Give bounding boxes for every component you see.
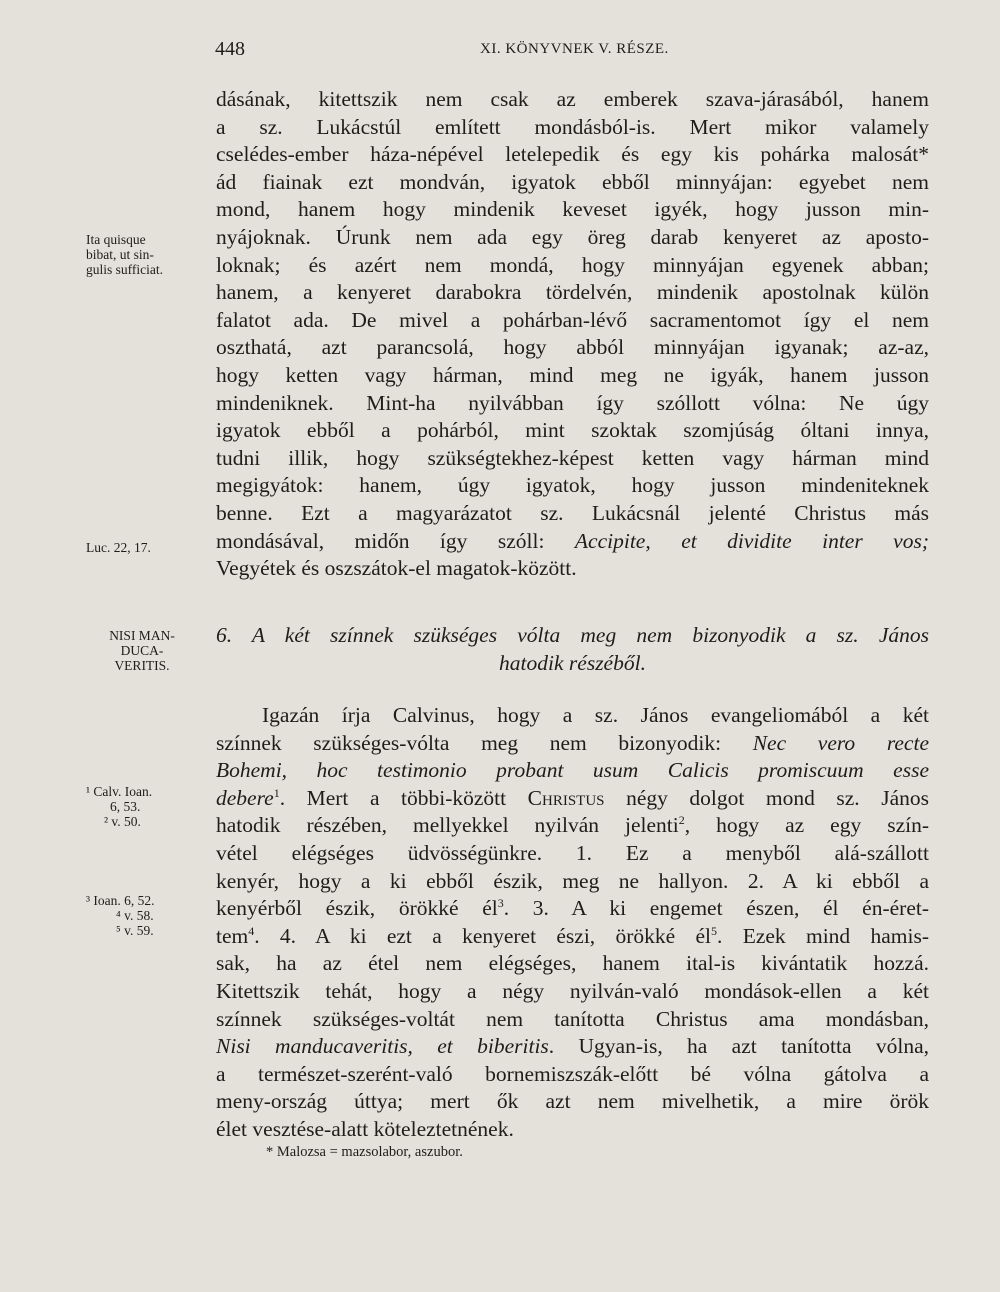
margin-line: DUCA- bbox=[120, 643, 164, 658]
margin-line: VERITIS. bbox=[114, 658, 170, 673]
text-line: megigyátok: hanem, úgy igyatok, hogy jusson mindeniteknek bbox=[216, 473, 929, 498]
text-line: hogy ketten vagy hárman, mind meg ne igyák, hanem jusson bbox=[216, 362, 929, 387]
latin-quote: debere bbox=[216, 785, 274, 810]
footnote-ref: 4 bbox=[248, 923, 255, 938]
text-line bbox=[216, 785, 929, 813]
text-line: loknak; és azért nem mondá, hogy minnyájan egyenek abban; bbox=[216, 252, 929, 277]
text-span: . 4. A ki ezt a kenyeret észi, örökké él bbox=[254, 923, 712, 948]
text-line: igyatok ebből a pohárból, mint szoktak szomjúság óltani innya, bbox=[216, 418, 929, 443]
text-line: dásának, kitettszik nem csak az emberek szava-járasából, hanem bbox=[216, 87, 929, 111]
margin-line: bibat, ut sin- bbox=[86, 247, 154, 262]
margin-note-calv bbox=[86, 784, 210, 829]
margin-line: ³ Ioan. 6, 52. bbox=[86, 893, 155, 908]
margin-line: ⁴ v. 58. bbox=[116, 908, 154, 923]
text-span: tem bbox=[216, 923, 249, 948]
text-line: oszthatá, azt parancsolá, hogy abból minnyájan igyanak; az-az, bbox=[216, 335, 929, 360]
margin-line: Ita quisque bbox=[86, 232, 146, 247]
text-span: mondásával, midőn így szóll: bbox=[216, 528, 575, 553]
smallcaps-name: Christus bbox=[527, 785, 605, 810]
text-line: tudni illik, hogy szükségtekhez-képest ketten vagy hárman mind bbox=[216, 445, 929, 470]
text-line bbox=[216, 730, 929, 758]
text-line: kenyér, hogy a ki ebből észik, meg ne hallyon. 2. A ki ebből a bbox=[216, 868, 929, 893]
margin-line: ¹ Calv. Ioan. bbox=[86, 784, 153, 799]
footnote-ref: 1 bbox=[273, 785, 280, 800]
text-span: . Ezek mind hamis- bbox=[717, 923, 929, 948]
text-line: benne. Ezt a magyarázatot sz. Lukácsnál jelenté Christus más bbox=[216, 500, 929, 525]
text-line bbox=[216, 1033, 929, 1061]
margin-line: gulis sufficiat. bbox=[86, 262, 163, 277]
text-span: . 3. A ki engemet észen, él én-éret- bbox=[503, 896, 929, 921]
text-line: színnek szükséges-voltát nem tanította Christus ama mondásban, bbox=[216, 1006, 929, 1031]
text-line: Bohemi, hoc testimonio probant usum Calicis promiscuum esse bbox=[216, 758, 929, 783]
text-line: mond, hanem hogy mindenik keveset igyék, hogy jusson min- bbox=[216, 197, 929, 222]
footnote-ref: 3 bbox=[497, 896, 504, 910]
footnote: * Malozsa = mazsolabor, aszubor. bbox=[266, 1144, 463, 1160]
text-line: falatot ada. De mivel a pohárban-lévő sacramentomot így el nem bbox=[216, 307, 929, 332]
margin-note-luc bbox=[86, 540, 210, 555]
latin-quote: Accipite, et dividite inter vos; bbox=[574, 528, 929, 553]
text-line: mindeniknek. Mint-ha nyilvábban így szóllott vólna: Ne úgy bbox=[216, 390, 929, 415]
text-span: kenyérből észik, örökké él bbox=[216, 896, 498, 921]
margin-line: Luc. 22, 17. bbox=[86, 540, 151, 555]
text-span: hatodik részében, mellyekkel nyilván jelenti bbox=[216, 813, 679, 838]
margin-line: ² v. 50. bbox=[104, 814, 141, 829]
section-heading bbox=[216, 622, 929, 677]
page-header bbox=[215, 38, 935, 68]
text-line bbox=[216, 923, 929, 951]
text-span: . Mert a többi-között bbox=[279, 785, 528, 810]
margin-line: ⁵ v. 59. bbox=[116, 923, 154, 938]
heading-line: hatodik részéből. bbox=[499, 650, 646, 675]
footnote-ref: 5 bbox=[711, 923, 718, 938]
text-line bbox=[216, 812, 929, 840]
text-span: , hogy az egy szín- bbox=[684, 813, 929, 838]
text-span: . Ugyan-is, ha azt tanította vólna, bbox=[548, 1034, 930, 1059]
text-line: nyájoknak. Úrunk nem ada egy öreg darab kenyeret az aposto- bbox=[216, 224, 929, 249]
running-head: XI. KÖNYVNEK V. RÉSZE. bbox=[480, 41, 669, 57]
main-text-block-2 bbox=[216, 702, 929, 1144]
text-line: meny-ország úttya; mert ők azt nem mivelhetik, a mire örök bbox=[216, 1089, 929, 1114]
text-line: Kitettszik tehát, hogy a négy nyilván-való mondások-ellen a két bbox=[216, 978, 929, 1003]
text-line: cselédes-ember háza-népével letelepedik és egy kis pohárka malosát* bbox=[216, 142, 929, 167]
text-line: sak, ha az étel nem elégséges, hanem ital-is kivántatik hozzá. bbox=[216, 951, 929, 976]
text-line: élet vesztése-alatt köteleztetnének. bbox=[216, 1116, 514, 1141]
text-line bbox=[216, 528, 929, 556]
text-span: négy dolgot mond sz. János bbox=[604, 785, 929, 810]
text-line: Vegyétek és oszszátok-el magatok-között. bbox=[216, 556, 577, 581]
margin-line: NISI MAN- bbox=[109, 628, 175, 643]
text-span: színnek szükséges-vólta meg nem bizonyodik: bbox=[216, 730, 753, 755]
page-number: 448 bbox=[215, 38, 245, 60]
latin-quote: Nec vero recte bbox=[752, 730, 929, 755]
text-line: a természet-szerént-való bornemiszszák-előtt bé vólna gátolva a bbox=[216, 1061, 929, 1086]
heading-line: 6. A két színnek szükséges vólta meg nem bizonyodik a sz. János bbox=[216, 623, 929, 647]
margin-note-ioan bbox=[86, 893, 210, 938]
text-line: ád fiainak ezt mondván, igyatok ebből minnyájan: egyebet nem bbox=[216, 169, 929, 194]
margin-line: 6, 53. bbox=[110, 799, 141, 814]
latin-quote: Nisi manducaveritis, et biberitis bbox=[216, 1034, 549, 1059]
text-line: Igazán írja Calvinus, hogy a sz. János evangeliomából a két bbox=[262, 703, 929, 727]
text-line: vétel elégséges üdvösségünkre. 1. Ez a menyből alá-szállott bbox=[216, 840, 929, 865]
text-line bbox=[216, 895, 929, 923]
margin-note-nisi-manducaveritis bbox=[86, 628, 198, 673]
footnote-ref: 2 bbox=[678, 813, 685, 828]
main-text-block-1 bbox=[216, 86, 929, 583]
text-line: hanem, a kenyeret darabokra tördelvén, mindenik apostolnak külön bbox=[216, 280, 929, 305]
margin-note-ita-quisque bbox=[86, 232, 210, 277]
text-line: a sz. Lukácstúl említett mondásból-is. Mert mikor valamely bbox=[216, 114, 929, 139]
